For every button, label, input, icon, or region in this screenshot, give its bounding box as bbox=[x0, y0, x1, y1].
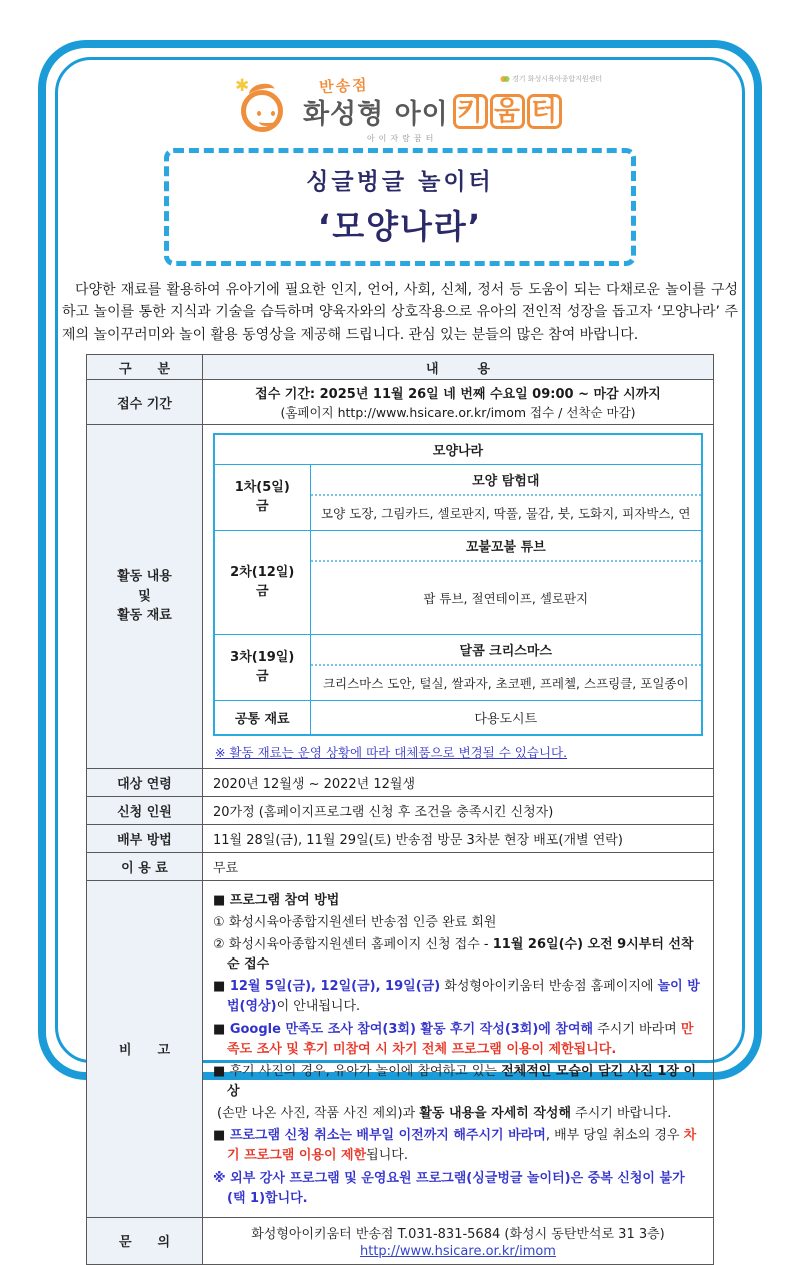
note-line: ■ 프로그램 참여 방법 bbox=[213, 892, 340, 908]
session-materials: 모양 도장, 그림카드, 셀로판지, 딱풀, 물감, 붓, 도화지, 피자박스, 연 bbox=[321, 505, 691, 521]
header-naeyong: 내 용 bbox=[203, 355, 714, 380]
age-value: 2020년 12월생 ~ 2022년 12월생 bbox=[203, 768, 714, 796]
note-line: ■ 12월 5일(금), 12일(금), 19일(금) 화성형아이키움터 반송점 홈페이지에 놀이 방법(영상)이 안내됩니다. bbox=[213, 979, 700, 1015]
capacity-value: 20가정 (홈페이지프로그램 신청 후 조건을 충족시킨 신청자) bbox=[203, 796, 714, 824]
session-row bbox=[214, 530, 702, 634]
note-line: (손만 나온 사진, 작품 사진 제외)과 활동 내용을 자세히 작성해 주시기 바랍니다. bbox=[217, 1106, 672, 1122]
fee-row bbox=[87, 852, 714, 880]
session-materials: 팝 튜브, 절연테이프, 셀로판지 bbox=[423, 590, 589, 606]
notes-row bbox=[87, 880, 714, 1217]
fee-value: 무료 bbox=[203, 852, 714, 880]
note-line: ■ 프로그램 신청 취소는 배부일 이전까지 해주시기 바라며, 배부 당일 취소의 경우 차기 프로그램 이용이 제한됩니다. bbox=[213, 1128, 697, 1164]
session-materials: 크리스마스 도안, 털실, 쌀과자, 초코펜, 프레첼, 스프링클, 포일종이 bbox=[322, 675, 689, 691]
activity-inner-table bbox=[213, 433, 703, 736]
intro-paragraph: 다양한 재료를 활용하여 유아기에 필요한 인지, 언어, 사회, 신체, 정서 등 도움이 되는 다채로운 놀이를 구성하고 놀이를 통한 지식과 기술을 습득하며 양육자와의 상호작용으로 유아의 전인적 성장을 돕고자 ‘모양나라’ 주제의 놀이꾸러미와 놀이 활용 동영상을 제공해 드립니다. 관심 있는 분들의 많은 참여 바랍니다. bbox=[62, 282, 738, 343]
session-date: 2차(12일) 금 bbox=[214, 530, 310, 634]
distribution-row bbox=[87, 824, 714, 852]
reception-label: 접수 기간 bbox=[87, 380, 203, 425]
logo-subtitle: 아이자람꿈터 bbox=[366, 134, 438, 143]
session-title: 달콤 크리스마스 bbox=[311, 635, 702, 666]
title-box bbox=[164, 148, 636, 266]
common-material-value: 다용도시트 bbox=[310, 700, 702, 735]
capacity-label: 신청 인원 bbox=[87, 796, 203, 824]
capacity-row bbox=[87, 796, 714, 824]
header-gubun: 구 분 bbox=[87, 355, 203, 380]
age-row bbox=[87, 768, 714, 796]
contact-row bbox=[87, 1217, 714, 1264]
logo-title-gray: 화성형 아이 bbox=[302, 99, 449, 130]
reception-period: 접수 기간: 2025년 11월 26일 네 번째 수요일 09:00 ~ 마감 시까지 bbox=[255, 387, 661, 403]
info-table bbox=[86, 354, 714, 1265]
note-line: ■ 후기 사진의 경우, 유아가 놀이에 참여하고 있는 전체적인 모습이 담긴 사진 1장 이상 bbox=[213, 1063, 697, 1099]
common-material-row bbox=[214, 700, 702, 735]
logo-title-orange: 키 움 터 bbox=[452, 94, 563, 130]
contact-link[interactable]: http://www.hsicare.or.kr/imom bbox=[360, 1243, 556, 1259]
session-row bbox=[214, 464, 702, 530]
activity-row bbox=[87, 425, 714, 769]
table-header-row bbox=[87, 355, 714, 380]
inner-table-title: 모양나라 bbox=[214, 434, 702, 464]
reception-row bbox=[87, 380, 714, 425]
material-change-note: ※ 활동 재료는 운영 상황에 따라 대체품으로 변경될 수 있습니다. bbox=[215, 744, 568, 760]
logo bbox=[62, 64, 738, 143]
distribution-label: 배부 방법 bbox=[87, 824, 203, 852]
center-tag: 경기 화성시육아종합지원센터 bbox=[500, 74, 602, 84]
distribution-value: 11월 28일(금), 11월 29일(토) 반송점 방문 3차분 현장 배포(개별 연락) bbox=[203, 824, 714, 852]
smiley-face-icon bbox=[234, 76, 293, 140]
reception-homepage: (홈페이지 http://www.hsicare.or.kr/imom 접수 / 선착순 마감) bbox=[280, 405, 636, 421]
logo-title bbox=[303, 92, 563, 131]
session-title: 모양 탐험대 bbox=[311, 465, 702, 496]
page-content bbox=[62, 64, 738, 1265]
notes-label: 비 고 bbox=[87, 880, 203, 1217]
note-line: ※ 외부 강사 프로그램 및 운영요원 프로그램(싱글벙글 놀이터)은 중복 신청이 불가(택 1)합니다. bbox=[213, 1170, 685, 1206]
activity-label: 활동 내용 및 활동 재료 bbox=[87, 425, 203, 769]
session-row bbox=[214, 634, 702, 700]
center-mini-logo-icon bbox=[500, 74, 510, 84]
note-line: ■ Google 만족도 조사 참여(3회) 활동 후기 작성(3회)에 참여해 주시기 바라며 만족도 조사 및 후기 미참여 시 차기 전체 프로그램 이용이 제한됩니다. bbox=[213, 1021, 694, 1057]
program-series-title: 싱글벙글 놀이터 bbox=[306, 169, 494, 195]
session-date: 1차(5일) 금 bbox=[214, 464, 310, 530]
logo-branch: 반송점 bbox=[318, 75, 370, 97]
note-line: ① 화성시육아종합지원센터 반송점 인증 완료 회원 bbox=[213, 914, 497, 930]
note-line: ② 화성시육아종합지원센터 홈페이지 신청 접수 - 11월 26일(수) 오전 9시부터 선착순 접수 bbox=[213, 936, 694, 973]
program-title: ‘모양나라’ bbox=[317, 207, 483, 246]
star-icon: ✱ bbox=[234, 76, 250, 96]
session-title: 꼬불꼬불 튜브 bbox=[311, 531, 702, 562]
age-label: 대상 연령 bbox=[87, 768, 203, 796]
fee-label: 이 용 료 bbox=[87, 852, 203, 880]
contact-label: 문 의 bbox=[87, 1217, 203, 1264]
contact-info: 화성형아이키움터 반송점 T.031-831-5684 (화성시 동탄반석로 31 3층) bbox=[251, 1226, 665, 1242]
common-material-label: 공통 재료 bbox=[214, 700, 310, 735]
session-date: 3차(19일) 금 bbox=[214, 634, 310, 700]
